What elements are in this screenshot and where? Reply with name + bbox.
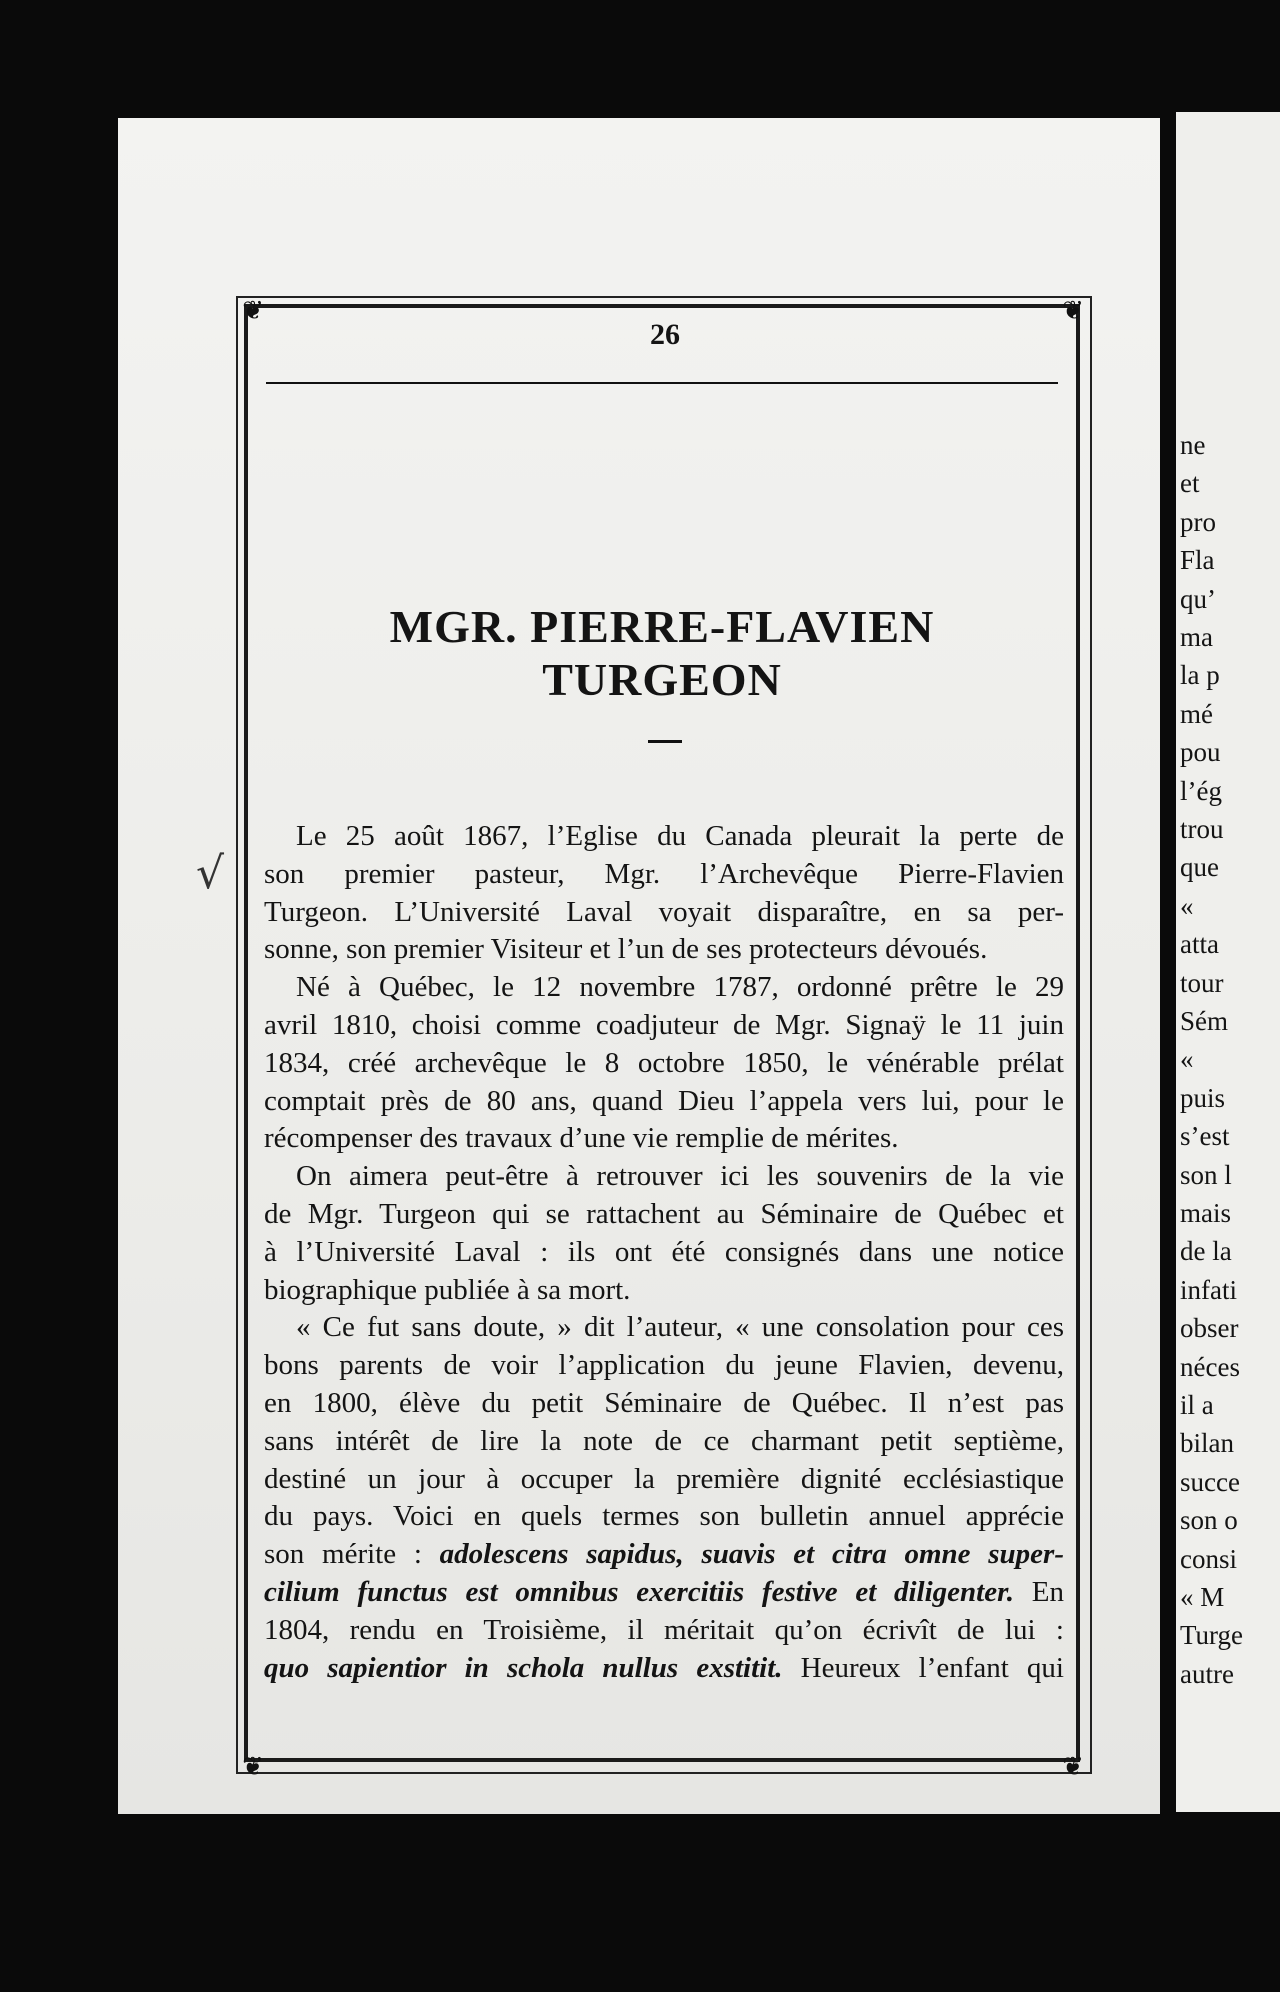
text-fragment: En	[1014, 1575, 1064, 1608]
text-line: 1834, créé archevêque le 8 octobre 1850, le vénérable prélat	[264, 1046, 1064, 1079]
facing-page-fragment: puis	[1180, 1082, 1226, 1113]
facing-page-fragment: Sém	[1180, 1006, 1229, 1036]
facing-page-fragment: atta	[1180, 929, 1219, 960]
text-line: comptait près de 80 ans, quand Dieu l’appela vers lui, pour le	[264, 1084, 1064, 1117]
text-fragment: son mérite :	[264, 1538, 440, 1571]
facing-page-fragment: que	[1180, 852, 1219, 883]
text-line: bons parents de voir l’application du jeune Flavien, devenu,	[264, 1349, 1064, 1382]
facing-page-fragment: l’ég	[1180, 775, 1222, 806]
facing-page-fragment: «	[1180, 1044, 1194, 1075]
text-fragment: Heureux l’enfant qui	[782, 1651, 1064, 1684]
facing-page	[1176, 112, 1280, 1812]
facing-page-fragment: qu’	[1180, 583, 1216, 614]
facing-page-fragment: son o	[1180, 1505, 1238, 1536]
latin-quote: quo sapientior in schola nullus exstitit.	[264, 1651, 783, 1684]
text-line	[264, 1650, 1064, 1688]
title-separator	[648, 740, 682, 743]
facing-page-fragment: « M	[1180, 1582, 1225, 1612]
page-title: MGR. PIERRE-FLAVIEN TURGEON	[389, 601, 935, 705]
header-rule	[266, 382, 1058, 384]
facing-page-fragment: son l	[1180, 1159, 1232, 1190]
text-line: On aimera peut-être à retrouver ici les souvenirs de la vie	[296, 1160, 1064, 1193]
text-line	[264, 1612, 1064, 1650]
facing-page-fragment: de la	[1180, 1236, 1232, 1267]
text-line: du pays. Voici en quels termes son bulletin annuel apprécie	[264, 1500, 1064, 1533]
text-line: son premier pasteur, Mgr. l’Archevêque Pierre-Flavien	[264, 857, 1064, 890]
facing-page-fragment: s’est	[1180, 1121, 1230, 1152]
text-line: avril 1810, choisi comme coadjuteur de Mgr. Signaÿ le 11 juin	[264, 1008, 1064, 1041]
facing-page-fragment: ma	[1180, 622, 1213, 652]
facing-page-fragment: tour	[1180, 967, 1224, 998]
facing-page-fragment: consi	[1180, 1543, 1237, 1574]
facing-page-fragment: la p	[1180, 660, 1220, 691]
text-line: en 1800, élève du petit Séminaire de Québec. Il n’est pas	[264, 1386, 1064, 1419]
facing-page-fragment: mais	[1180, 1198, 1231, 1228]
corner-ornament-icon: ❦	[1062, 1752, 1084, 1782]
latin-quote: adolescens sapidus, suavis et citra omne super-	[439, 1538, 1064, 1571]
text-line: à l’Université Laval : ils ont été consignés dans une notice	[264, 1235, 1064, 1268]
facing-page-fragment: autre	[1180, 1658, 1234, 1689]
facing-page-fragment: trou	[1180, 814, 1224, 844]
facing-page-fragment: pro	[1180, 506, 1216, 537]
page-number: 26	[650, 318, 680, 351]
latin-quote: cilium functus est omnibus exercitiis festive et diligenter.	[264, 1575, 1015, 1608]
text-line: Turgeon. L’Université Laval voyait disparaître, en sa per-	[264, 895, 1064, 928]
text-line: « Ce fut sans doute, » dit l’auteur, « une consolation pour ces	[296, 1311, 1064, 1344]
facing-page-fragment: obser	[1180, 1313, 1239, 1344]
margin-checkmark: √	[196, 848, 225, 899]
text-line: Né à Québec, le 12 novembre 1787, ordonné prêtre le 29	[296, 971, 1064, 1004]
text-line: destiné un jour à occuper la première dignité ecclésiastique	[264, 1462, 1064, 1495]
corner-ornament-icon: ❦	[242, 296, 264, 326]
text-line: de Mgr. Turgeon qui se rattachent au Séminaire de Québec et	[264, 1197, 1064, 1230]
facing-page-fragment: mé	[1180, 698, 1213, 729]
text-line: récompenser des travaux d’une vie remplie de mérites.	[264, 1122, 899, 1155]
facing-page-fragment: succe	[1180, 1466, 1240, 1497]
body-text	[264, 818, 1064, 1687]
text-line	[264, 1574, 1064, 1612]
text-line: sonne, son premier Visiteur et l’un de ses protecteurs dévoués.	[264, 933, 988, 966]
facing-page-fragment: Turge	[1180, 1620, 1244, 1651]
facing-page-fragment: ne	[1180, 430, 1206, 460]
facing-page-fragment: infati	[1180, 1274, 1237, 1305]
text-line: sans intérêt de lire la note de ce charmant petit septième,	[264, 1424, 1064, 1457]
facing-page-fragment: il a	[1180, 1390, 1214, 1420]
facing-page-fragment: néces	[1180, 1351, 1240, 1382]
text-line: biographique publiée à sa mort.	[264, 1273, 631, 1306]
corner-ornament-icon: ❦	[242, 1752, 264, 1782]
facing-page-fragment: bilan	[1180, 1428, 1234, 1459]
facing-page-fragment: Fla	[1180, 545, 1215, 576]
facing-page-fragment: «	[1180, 890, 1194, 921]
corner-ornament-icon: ❦	[1062, 296, 1084, 326]
text-line	[264, 1536, 1064, 1574]
facing-page-fragment: et	[1180, 468, 1200, 499]
text-fragment: 1804, rendu en Troisième, il méritait qu’on écrivît de lui :	[264, 1613, 1064, 1646]
text-line: Le 25 août 1867, l’Eglise du Canada pleurait la perte de	[296, 820, 1064, 852]
facing-page-fragment: pou	[1180, 737, 1221, 768]
